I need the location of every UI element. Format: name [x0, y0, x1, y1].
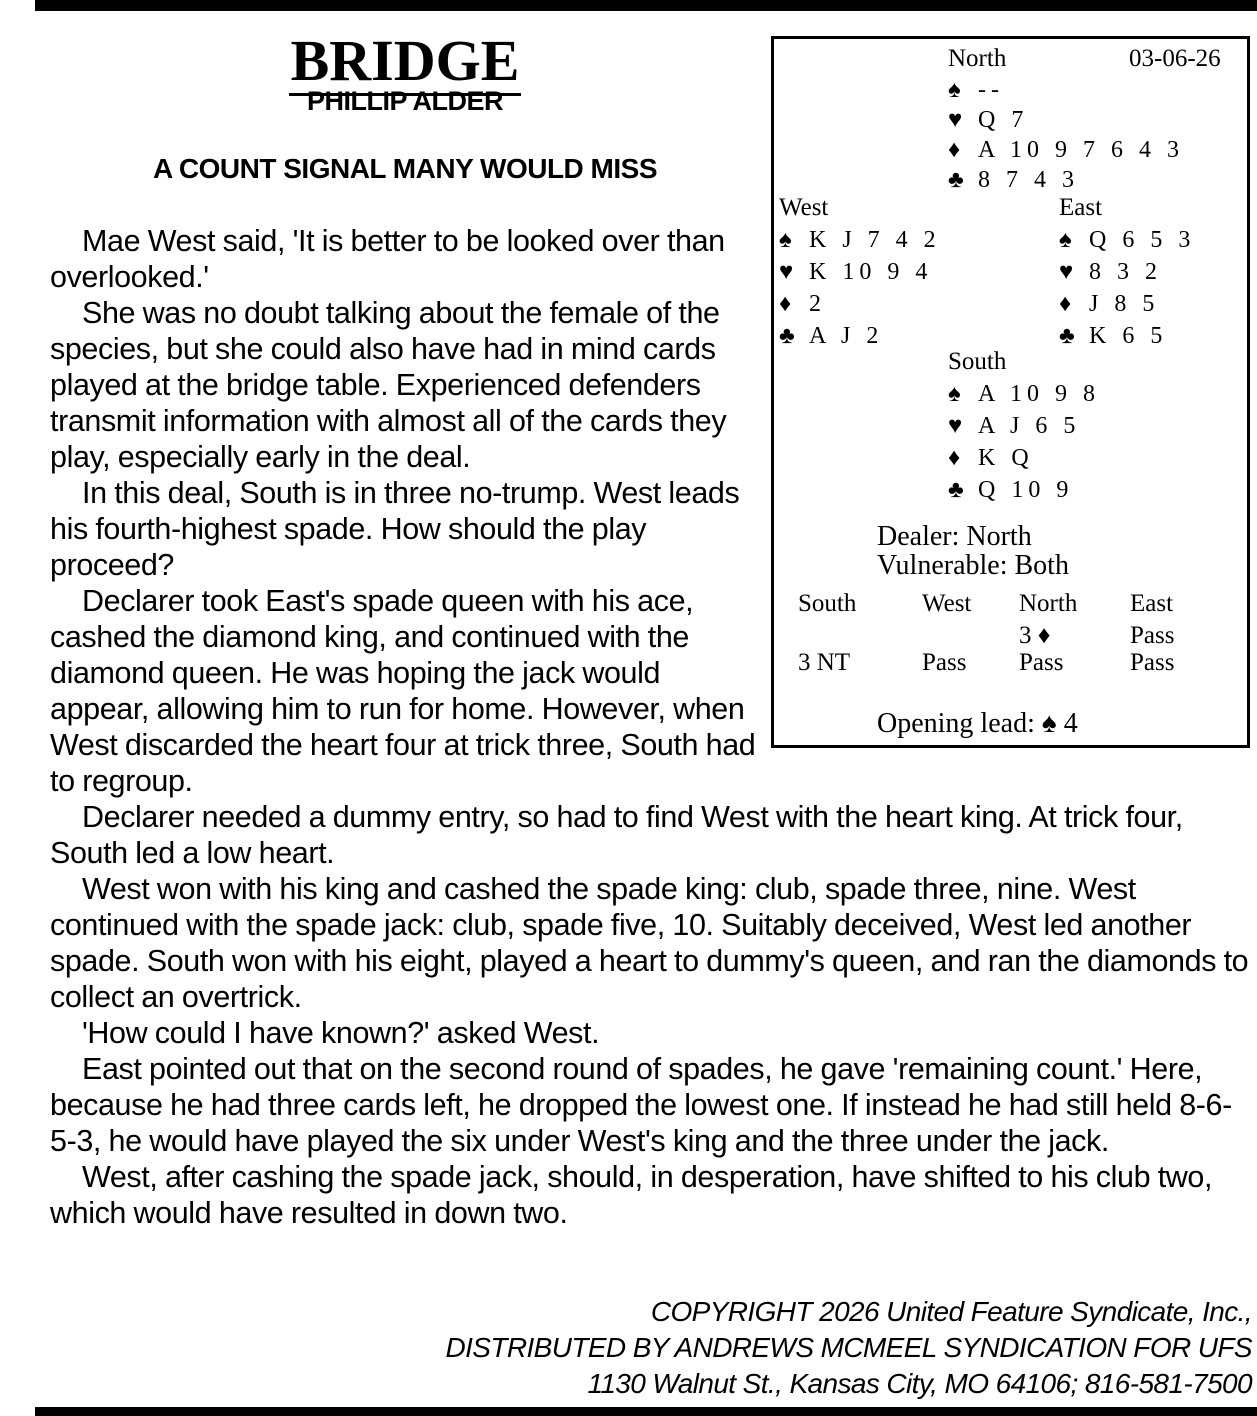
paragraph: West, after cashing the spade jack, should, in desperation, have shifted to his club two, which would have resulted in down two. [50, 1160, 1213, 1230]
north-label: North [948, 45, 1007, 72]
article-body [50, 223, 1255, 1231]
diamond-icon: ♦ [948, 137, 961, 163]
diamond-icon: ♦ [1059, 291, 1072, 317]
spade-icon: ♠ [1059, 227, 1072, 253]
distribution-line: DISTRIBUTED BY ANDREWS MCMEEL SYNDICATION FOR UFS [445, 1332, 1252, 1363]
paragraph: East pointed out that on the second round of spades, he gave 'remaining count.' Here, because he had three cards left, he dropped the lowest one. If instead he had still held 8-6-5-3, he would have played the six under West's king and the three under the jack. [50, 1052, 1232, 1158]
top-rule [35, 0, 1257, 11]
copyright-line: COPYRIGHT 2026 United Feature Syndicate, Inc., [650, 1296, 1252, 1327]
paragraph: In this deal, South is in three no-trump. West leads his fourth-highest spade. How should the play proceed? [50, 476, 740, 582]
byline: PHILLIP ALDER [306, 86, 503, 116]
paragraph: West won with his king and cashed the spade king: club, spade three, nine. West continued with the spade jack: club, spade five, 10. Suitably deceived, West led another spade. South won with his eight, played a heart to dummy's queen, and ran the diamonds to collect an overtrick. [50, 872, 1249, 1014]
north-clubs: ♣ 8 7 4 3 [948, 167, 1079, 193]
copyright-notice [352, 1294, 1252, 1402]
north-diamonds: ♦ A 10 9 7 6 4 3 [948, 137, 1185, 163]
west-diamonds: ♦ 2 [779, 291, 826, 317]
north-hearts: ♥ Q 7 [948, 107, 1029, 133]
vulnerability: Vulnerable: Both [877, 550, 1069, 581]
diamond-icon: ♦ [1037, 622, 1051, 649]
diamond-icon: ♦ [948, 445, 961, 471]
south-hearts: ♥ A J 6 5 [948, 413, 1081, 439]
auction-header-west: West [922, 590, 972, 617]
dealer: Dealer: North [877, 521, 1032, 552]
paragraph: Declarer needed a dummy entry, so had to find West with the heart king. At trick four, South led a low heart. [50, 800, 1183, 870]
south-clubs: ♣ Q 10 9 [948, 477, 1074, 503]
west-hearts: ♥ K 10 9 4 [779, 259, 933, 285]
club-icon: ♣ [948, 477, 964, 503]
auction-header-east: East [1130, 590, 1174, 617]
south-label: South [948, 348, 1007, 375]
spade-icon: ♠ [948, 381, 961, 407]
column-title: BRIDGE [50, 30, 760, 92]
south-diamonds: ♦ K Q [948, 445, 1034, 471]
spade-icon: ♠ [1041, 708, 1057, 739]
east-clubs: ♣ K 6 5 [1059, 323, 1168, 349]
auction-bid-north-1: 3 ♦ [1019, 622, 1051, 649]
north-spades: ♠ -- [948, 77, 1004, 103]
paragraph: She was no doubt talking about the female of the species, but she could also have had in mind cards played at the bridge table. Experienced defenders transmit information with almost all of the cards they play, especially early in the deal. [50, 296, 727, 474]
spade-icon: ♠ [779, 227, 792, 253]
opening-lead: Opening lead: ♠ 4 [877, 708, 1078, 739]
club-icon: ♣ [1059, 323, 1075, 349]
club-icon: ♣ [948, 167, 964, 193]
heart-icon: ♥ [779, 259, 794, 285]
auction-bid-north-2: Pass [1019, 649, 1064, 676]
deal-date: 03-06-26 [1129, 45, 1221, 72]
heart-icon: ♥ [948, 107, 963, 133]
spade-icon: ♠ [948, 77, 961, 103]
heart-icon: ♥ [1059, 259, 1074, 285]
west-label: West [779, 194, 829, 221]
paragraph: Declarer took East's spade queen with his ace, cashed the diamond king, and continued with the diamond queen. He was hoping the jack would appear, allowing him to run for home. However, when West discarded the heart four at trick three, South had to regroup. [50, 584, 756, 798]
east-diamonds: ♦ J 8 5 [1059, 291, 1160, 317]
west-clubs: ♣ A J 2 [779, 323, 884, 349]
club-icon: ♣ [779, 323, 795, 349]
south-spades: ♠ A 10 9 8 [948, 381, 1101, 407]
headline: A COUNT SIGNAL MANY WOULD MISS [152, 153, 658, 184]
west-spades: ♠ K J 7 4 2 [779, 227, 941, 253]
auction-bid-west-2: Pass [922, 649, 967, 676]
east-label: East [1059, 194, 1103, 221]
paragraph: Mae West said, 'It is better to be looked over than overlooked.' [50, 224, 725, 294]
east-spades: ♠ Q 6 5 3 [1059, 227, 1196, 253]
auction-header-south: South [798, 590, 857, 617]
paragraph: 'How could I have known?' asked West. [82, 1016, 600, 1050]
diamond-icon: ♦ [779, 291, 792, 317]
east-hearts: ♥ 8 3 2 [1059, 259, 1162, 285]
auction-header-north: North [1019, 590, 1078, 617]
auction-bid-east-2: Pass [1130, 649, 1175, 676]
auction-bid-south-2: 3 NT [798, 649, 851, 676]
heart-icon: ♥ [948, 413, 963, 439]
address-line: 1130 Walnut St., Kansas City, MO 64106; 816-581-7500 [587, 1368, 1252, 1399]
bottom-rule [35, 1407, 1257, 1416]
auction-bid-east-1: Pass [1130, 622, 1175, 649]
